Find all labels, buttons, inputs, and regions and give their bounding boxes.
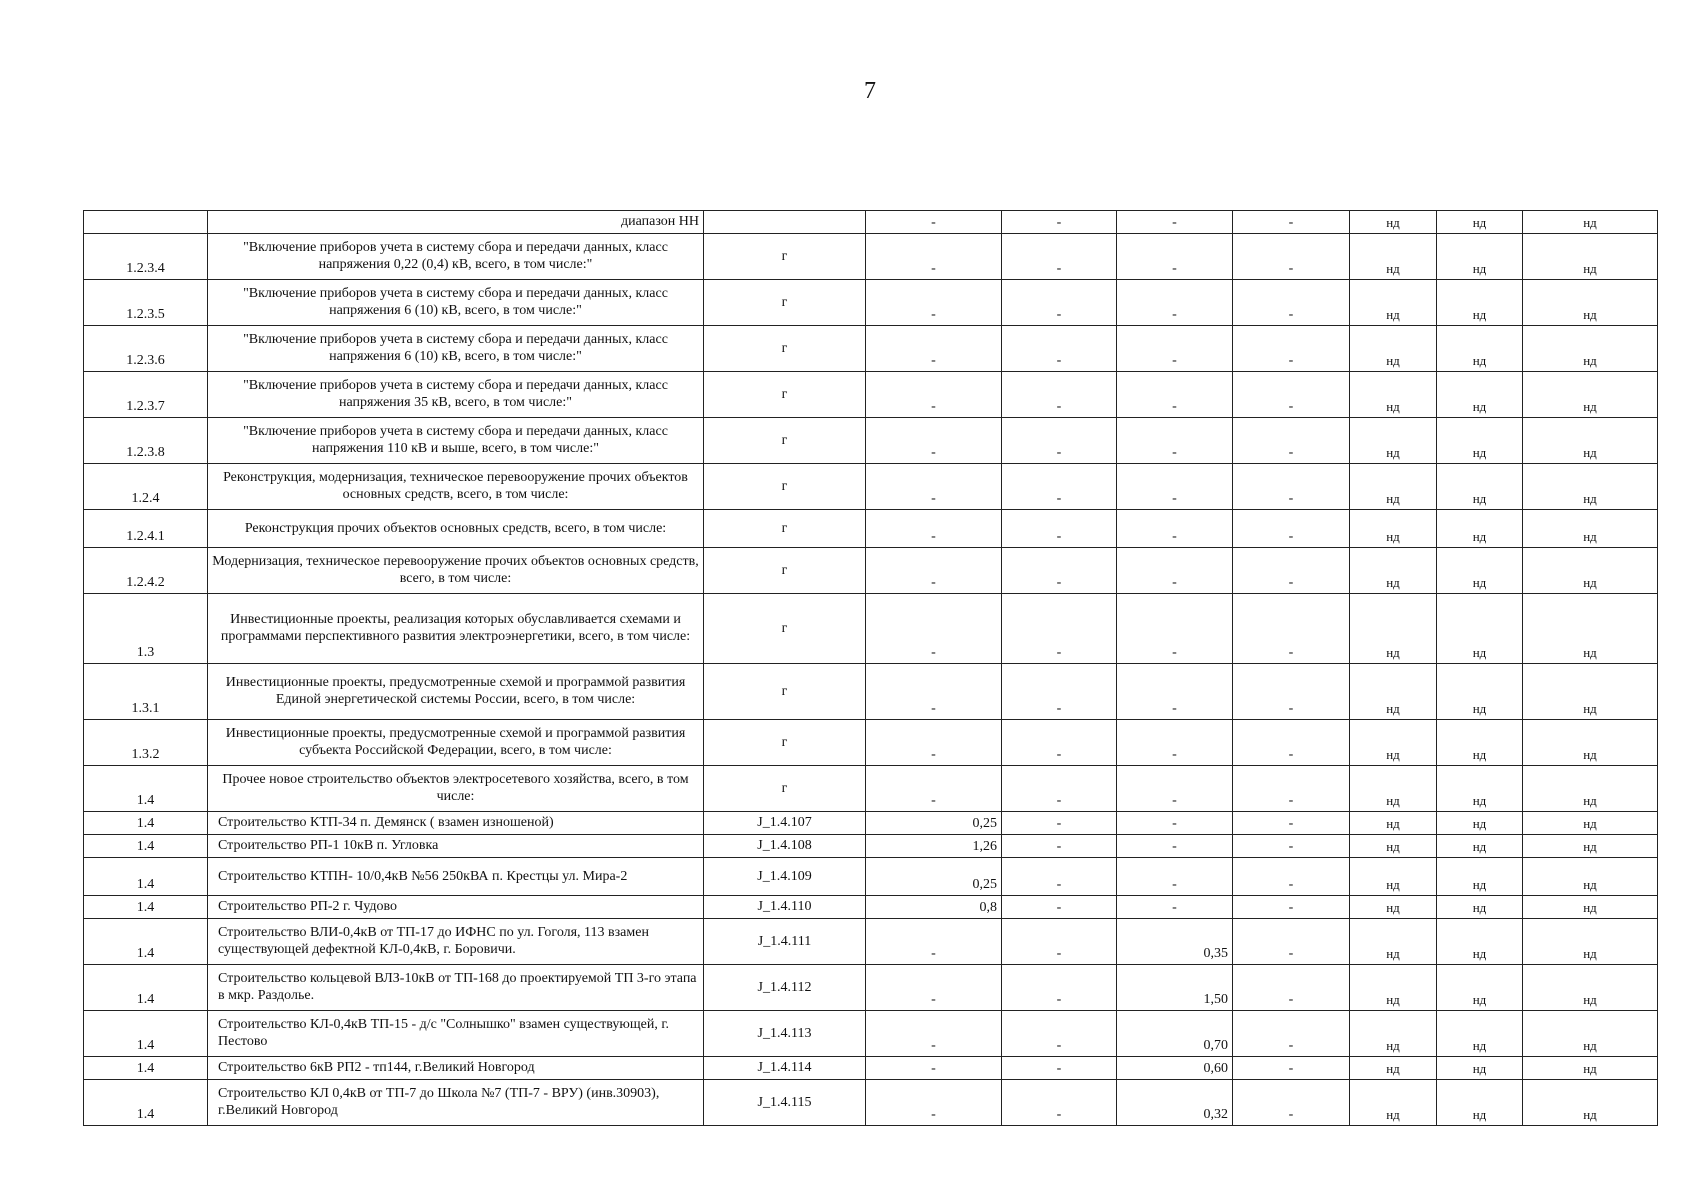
- row-name: Строительство КЛ-0,4кВ ТП-15 - д/с "Солнышко" взамен существующей, г. Пестово: [208, 1011, 704, 1057]
- value-cell: -: [866, 211, 1002, 234]
- nd-cell: нд: [1523, 720, 1658, 766]
- nd-cell: нд: [1350, 919, 1437, 965]
- row-name: диапазон НН: [208, 211, 704, 234]
- nd-cell: нд: [1437, 812, 1523, 835]
- nd-cell: нд: [1523, 326, 1658, 372]
- value-cell: 0,35: [1117, 919, 1233, 965]
- value-cell: -: [1117, 720, 1233, 766]
- row-id: 1.3.1: [84, 664, 208, 720]
- value-cell: -: [1117, 280, 1233, 326]
- nd-cell: нд: [1350, 858, 1437, 896]
- row-name: Инвестиционные проекты, предусмотренные схемой и программой развития Единой энергетической системы России, всего, в том числе:: [208, 664, 704, 720]
- value-cell: 0,70: [1117, 1011, 1233, 1057]
- value-cell: -: [1233, 812, 1350, 835]
- nd-cell: нд: [1523, 965, 1658, 1011]
- value-cell: -: [1233, 720, 1350, 766]
- value-cell: -: [1233, 280, 1350, 326]
- nd-cell: нд: [1523, 766, 1658, 812]
- value-cell: -: [1233, 766, 1350, 812]
- table-row: [84, 372, 1658, 418]
- row-id: 1.4: [84, 1011, 208, 1057]
- value-cell: -: [1117, 766, 1233, 812]
- nd-cell: нд: [1523, 858, 1658, 896]
- investment-table: [83, 210, 1658, 1126]
- nd-cell: нд: [1523, 896, 1658, 919]
- nd-cell: нд: [1437, 418, 1523, 464]
- value-cell: -: [1233, 372, 1350, 418]
- value-cell: -: [1117, 211, 1233, 234]
- table-row: [84, 234, 1658, 280]
- nd-cell: нд: [1523, 234, 1658, 280]
- table-row: [84, 1057, 1658, 1080]
- value-cell: -: [866, 919, 1002, 965]
- table-row: [84, 965, 1658, 1011]
- value-cell: -: [1117, 418, 1233, 464]
- table-row: [84, 211, 1658, 234]
- row-id: 1.4: [84, 919, 208, 965]
- value-cell: -: [1002, 896, 1117, 919]
- nd-cell: нд: [1523, 594, 1658, 664]
- table-row: [84, 510, 1658, 548]
- row-id: 1.2.4: [84, 464, 208, 510]
- value-cell: -: [1117, 594, 1233, 664]
- nd-cell: нд: [1437, 510, 1523, 548]
- nd-cell: нд: [1350, 965, 1437, 1011]
- row-code: г: [704, 418, 866, 464]
- value-cell: -: [1117, 464, 1233, 510]
- nd-cell: нд: [1523, 919, 1658, 965]
- nd-cell: нд: [1350, 812, 1437, 835]
- value-cell: -: [866, 965, 1002, 1011]
- value-cell: -: [1002, 720, 1117, 766]
- row-code: г: [704, 372, 866, 418]
- row-id: 1.2.3.6: [84, 326, 208, 372]
- nd-cell: нд: [1437, 280, 1523, 326]
- value-cell: -: [1002, 766, 1117, 812]
- page-number: 7: [864, 78, 876, 104]
- value-cell: -: [1117, 812, 1233, 835]
- value-cell: 0,32: [1117, 1080, 1233, 1126]
- value-cell: 0,60: [1117, 1057, 1233, 1080]
- table-row: [84, 1011, 1658, 1057]
- row-id: 1.2.3.7: [84, 372, 208, 418]
- row-name: "Включение приборов учета в систему сбора и передачи данных, класс напряжения 6 (10) кВ, всего, в том числе:": [208, 280, 704, 326]
- row-name: Строительство РП-2 г. Чудово: [208, 896, 704, 919]
- value-cell: -: [1002, 594, 1117, 664]
- row-code: г: [704, 594, 866, 664]
- value-cell: -: [866, 234, 1002, 280]
- row-code: г: [704, 766, 866, 812]
- row-id: 1.2.3.5: [84, 280, 208, 326]
- nd-cell: нд: [1523, 1057, 1658, 1080]
- value-cell: -: [866, 664, 1002, 720]
- value-cell: -: [1233, 594, 1350, 664]
- value-cell: -: [1233, 510, 1350, 548]
- nd-cell: нд: [1350, 464, 1437, 510]
- row-code: J_1.4.110: [704, 896, 866, 919]
- value-cell: -: [1002, 965, 1117, 1011]
- nd-cell: нд: [1523, 418, 1658, 464]
- nd-cell: нд: [1350, 280, 1437, 326]
- nd-cell: нд: [1437, 664, 1523, 720]
- nd-cell: нд: [1523, 548, 1658, 594]
- value-cell: 0,25: [866, 858, 1002, 896]
- value-cell: -: [866, 1080, 1002, 1126]
- value-cell: -: [1233, 858, 1350, 896]
- nd-cell: нд: [1523, 510, 1658, 548]
- nd-cell: нд: [1523, 372, 1658, 418]
- row-code: J_1.4.114: [704, 1057, 866, 1080]
- row-id: 1.4: [84, 1080, 208, 1126]
- table-row: [84, 896, 1658, 919]
- value-cell: -: [866, 510, 1002, 548]
- row-id: 1.3: [84, 594, 208, 664]
- row-code: J_1.4.112: [704, 965, 866, 1011]
- row-name: Строительство КТПН- 10/0,4кВ №56 250кВА п. Крестцы ул. Мира-2: [208, 858, 704, 896]
- row-name: Модернизация, техническое перевооружение прочих объектов основных средств, всего, в том числе:: [208, 548, 704, 594]
- row-id: 1.4: [84, 766, 208, 812]
- value-cell: -: [1233, 1057, 1350, 1080]
- row-name: Строительство ВЛИ-0,4кВ от ТП-17 до ИФНС по ул. Гоголя, 113 взамен существующей дефектной КЛ-0,4кВ, г. Боровичи.: [208, 919, 704, 965]
- nd-cell: нд: [1350, 211, 1437, 234]
- nd-cell: нд: [1523, 1011, 1658, 1057]
- value-cell: -: [1233, 835, 1350, 858]
- row-code: г: [704, 464, 866, 510]
- value-cell: -: [1233, 418, 1350, 464]
- value-cell: -: [1002, 372, 1117, 418]
- value-cell: -: [1002, 1057, 1117, 1080]
- value-cell: 0,25: [866, 812, 1002, 835]
- value-cell: -: [1117, 326, 1233, 372]
- value-cell: -: [1002, 1080, 1117, 1126]
- nd-cell: нд: [1437, 211, 1523, 234]
- value-cell: -: [1117, 664, 1233, 720]
- row-code: J_1.4.113: [704, 1011, 866, 1057]
- nd-cell: нд: [1350, 896, 1437, 919]
- value-cell: -: [866, 464, 1002, 510]
- row-id: 1.2.3.8: [84, 418, 208, 464]
- nd-cell: нд: [1523, 211, 1658, 234]
- value-cell: -: [1233, 464, 1350, 510]
- row-name: Прочее новое строительство объектов электросетевого хозяйства, всего, в том числе:: [208, 766, 704, 812]
- row-name: Строительство РП-1 10кВ п. Угловка: [208, 835, 704, 858]
- value-cell: -: [1002, 1011, 1117, 1057]
- nd-cell: нд: [1437, 234, 1523, 280]
- row-id: 1.4: [84, 1057, 208, 1080]
- value-cell: -: [866, 594, 1002, 664]
- nd-cell: нд: [1350, 1011, 1437, 1057]
- value-cell: -: [1233, 965, 1350, 1011]
- row-id: 1.2.4.1: [84, 510, 208, 548]
- nd-cell: нд: [1350, 720, 1437, 766]
- row-name: "Включение приборов учета в систему сбора и передачи данных, класс напряжения 110 кВ и выше, всего, в том числе:": [208, 418, 704, 464]
- value-cell: -: [1002, 418, 1117, 464]
- value-cell: -: [1002, 510, 1117, 548]
- row-name: Строительство 6кВ РП2 - тп144, г.Великий Новгород: [208, 1057, 704, 1080]
- row-code: г: [704, 280, 866, 326]
- row-code: [704, 211, 866, 234]
- row-code: г: [704, 326, 866, 372]
- row-name: Строительство кольцевой ВЛЗ-10кВ от ТП-168 до проектируемой ТП 3-го этапа в мкр. Раздолье.: [208, 965, 704, 1011]
- value-cell: -: [1117, 548, 1233, 594]
- row-code: J_1.4.107: [704, 812, 866, 835]
- value-cell: 1,50: [1117, 965, 1233, 1011]
- table-row: [84, 919, 1658, 965]
- nd-cell: нд: [1350, 234, 1437, 280]
- nd-cell: нд: [1437, 919, 1523, 965]
- value-cell: -: [1233, 664, 1350, 720]
- value-cell: -: [1233, 1080, 1350, 1126]
- nd-cell: нд: [1437, 372, 1523, 418]
- row-code: г: [704, 664, 866, 720]
- nd-cell: нд: [1437, 766, 1523, 812]
- table-row: [84, 594, 1658, 664]
- value-cell: -: [866, 372, 1002, 418]
- nd-cell: нд: [1350, 548, 1437, 594]
- row-id: 1.4: [84, 965, 208, 1011]
- nd-cell: нд: [1350, 326, 1437, 372]
- value-cell: -: [1117, 372, 1233, 418]
- value-cell: -: [866, 1011, 1002, 1057]
- value-cell: -: [1002, 835, 1117, 858]
- nd-cell: нд: [1350, 418, 1437, 464]
- row-id: [84, 211, 208, 234]
- table-row: [84, 812, 1658, 835]
- nd-cell: нд: [1437, 1080, 1523, 1126]
- value-cell: -: [1002, 548, 1117, 594]
- table-row: [84, 1080, 1658, 1126]
- table-row: [84, 464, 1658, 510]
- row-name: Реконструкция прочих объектов основных средств, всего, в том числе:: [208, 510, 704, 548]
- nd-cell: нд: [1437, 896, 1523, 919]
- row-id: 1.4: [84, 896, 208, 919]
- row-code: г: [704, 510, 866, 548]
- row-code: г: [704, 234, 866, 280]
- nd-cell: нд: [1523, 664, 1658, 720]
- row-id: 1.4: [84, 858, 208, 896]
- nd-cell: нд: [1437, 594, 1523, 664]
- value-cell: -: [1233, 1011, 1350, 1057]
- row-id: 1.4: [84, 835, 208, 858]
- nd-cell: нд: [1350, 1080, 1437, 1126]
- value-cell: -: [1117, 835, 1233, 858]
- value-cell: -: [1233, 919, 1350, 965]
- value-cell: -: [1117, 896, 1233, 919]
- nd-cell: нд: [1523, 835, 1658, 858]
- table-row: [84, 548, 1658, 594]
- value-cell: -: [866, 548, 1002, 594]
- value-cell: -: [1002, 326, 1117, 372]
- table-row: [84, 766, 1658, 812]
- value-cell: 0,8: [866, 896, 1002, 919]
- value-cell: -: [1002, 234, 1117, 280]
- value-cell: -: [1002, 812, 1117, 835]
- value-cell: -: [1002, 464, 1117, 510]
- value-cell: -: [1233, 326, 1350, 372]
- nd-cell: нд: [1523, 464, 1658, 510]
- value-cell: -: [1002, 858, 1117, 896]
- row-name: Инвестиционные проекты, реализация которых обуславливается схемами и программами перспективного развития электроэнергетики, всего, в том числе:: [208, 594, 704, 664]
- row-id: 1.2.3.4: [84, 234, 208, 280]
- value-cell: -: [1233, 234, 1350, 280]
- nd-cell: нд: [1437, 1011, 1523, 1057]
- row-name: Строительство КЛ 0,4кВ от ТП-7 до Школа №7 (ТП-7 - ВРУ) (инв.30903), г.Великий Новгород: [208, 1080, 704, 1126]
- table-row: [84, 835, 1658, 858]
- nd-cell: нд: [1350, 510, 1437, 548]
- nd-cell: нд: [1437, 326, 1523, 372]
- value-cell: -: [866, 1057, 1002, 1080]
- nd-cell: нд: [1437, 720, 1523, 766]
- row-code: J_1.4.111: [704, 919, 866, 965]
- nd-cell: нд: [1350, 664, 1437, 720]
- value-cell: -: [1233, 211, 1350, 234]
- nd-cell: нд: [1523, 812, 1658, 835]
- value-cell: -: [1117, 234, 1233, 280]
- value-cell: -: [866, 418, 1002, 464]
- nd-cell: нд: [1350, 594, 1437, 664]
- value-cell: -: [1002, 211, 1117, 234]
- row-code: J_1.4.109: [704, 858, 866, 896]
- value-cell: -: [1002, 280, 1117, 326]
- nd-cell: нд: [1350, 372, 1437, 418]
- row-code: г: [704, 720, 866, 766]
- nd-cell: нд: [1523, 280, 1658, 326]
- row-id: 1.4: [84, 812, 208, 835]
- table-row: [84, 664, 1658, 720]
- nd-cell: нд: [1350, 835, 1437, 858]
- value-cell: 1,26: [866, 835, 1002, 858]
- value-cell: -: [1002, 664, 1117, 720]
- nd-cell: нд: [1350, 766, 1437, 812]
- row-name: Инвестиционные проекты, предусмотренные схемой и программой развития субъекта Российской Федерации, всего, в том числе:: [208, 720, 704, 766]
- row-code: г: [704, 548, 866, 594]
- value-cell: -: [1117, 510, 1233, 548]
- value-cell: -: [866, 280, 1002, 326]
- nd-cell: нд: [1437, 965, 1523, 1011]
- row-id: 1.3.2: [84, 720, 208, 766]
- nd-cell: нд: [1437, 835, 1523, 858]
- value-cell: -: [1117, 858, 1233, 896]
- row-id: 1.2.4.2: [84, 548, 208, 594]
- value-cell: -: [866, 766, 1002, 812]
- row-name: Строительство КТП-34 п. Демянск ( взамен изношеной): [208, 812, 704, 835]
- row-name: "Включение приборов учета в систему сбора и передачи данных, класс напряжения 0,22 (0,4) кВ, всего, в том числе:": [208, 234, 704, 280]
- row-name: "Включение приборов учета в систему сбора и передачи данных, класс напряжения 35 кВ, всего, в том числе:": [208, 372, 704, 418]
- table-row: [84, 858, 1658, 896]
- table-row: [84, 280, 1658, 326]
- nd-cell: нд: [1523, 1080, 1658, 1126]
- value-cell: -: [866, 326, 1002, 372]
- row-name: Реконструкция, модернизация, техническое перевооружение прочих объектов основных средств, всего, в том числе:: [208, 464, 704, 510]
- table-row: [84, 720, 1658, 766]
- row-code: J_1.4.108: [704, 835, 866, 858]
- nd-cell: нд: [1437, 858, 1523, 896]
- nd-cell: нд: [1350, 1057, 1437, 1080]
- table-row: [84, 326, 1658, 372]
- row-name: "Включение приборов учета в систему сбора и передачи данных, класс напряжения 6 (10) кВ, всего, в том числе:": [208, 326, 704, 372]
- row-code: J_1.4.115: [704, 1080, 866, 1126]
- nd-cell: нд: [1437, 548, 1523, 594]
- value-cell: -: [1233, 896, 1350, 919]
- value-cell: -: [1233, 548, 1350, 594]
- nd-cell: нд: [1437, 464, 1523, 510]
- table-row: [84, 418, 1658, 464]
- value-cell: -: [866, 720, 1002, 766]
- value-cell: -: [1002, 919, 1117, 965]
- nd-cell: нд: [1437, 1057, 1523, 1080]
